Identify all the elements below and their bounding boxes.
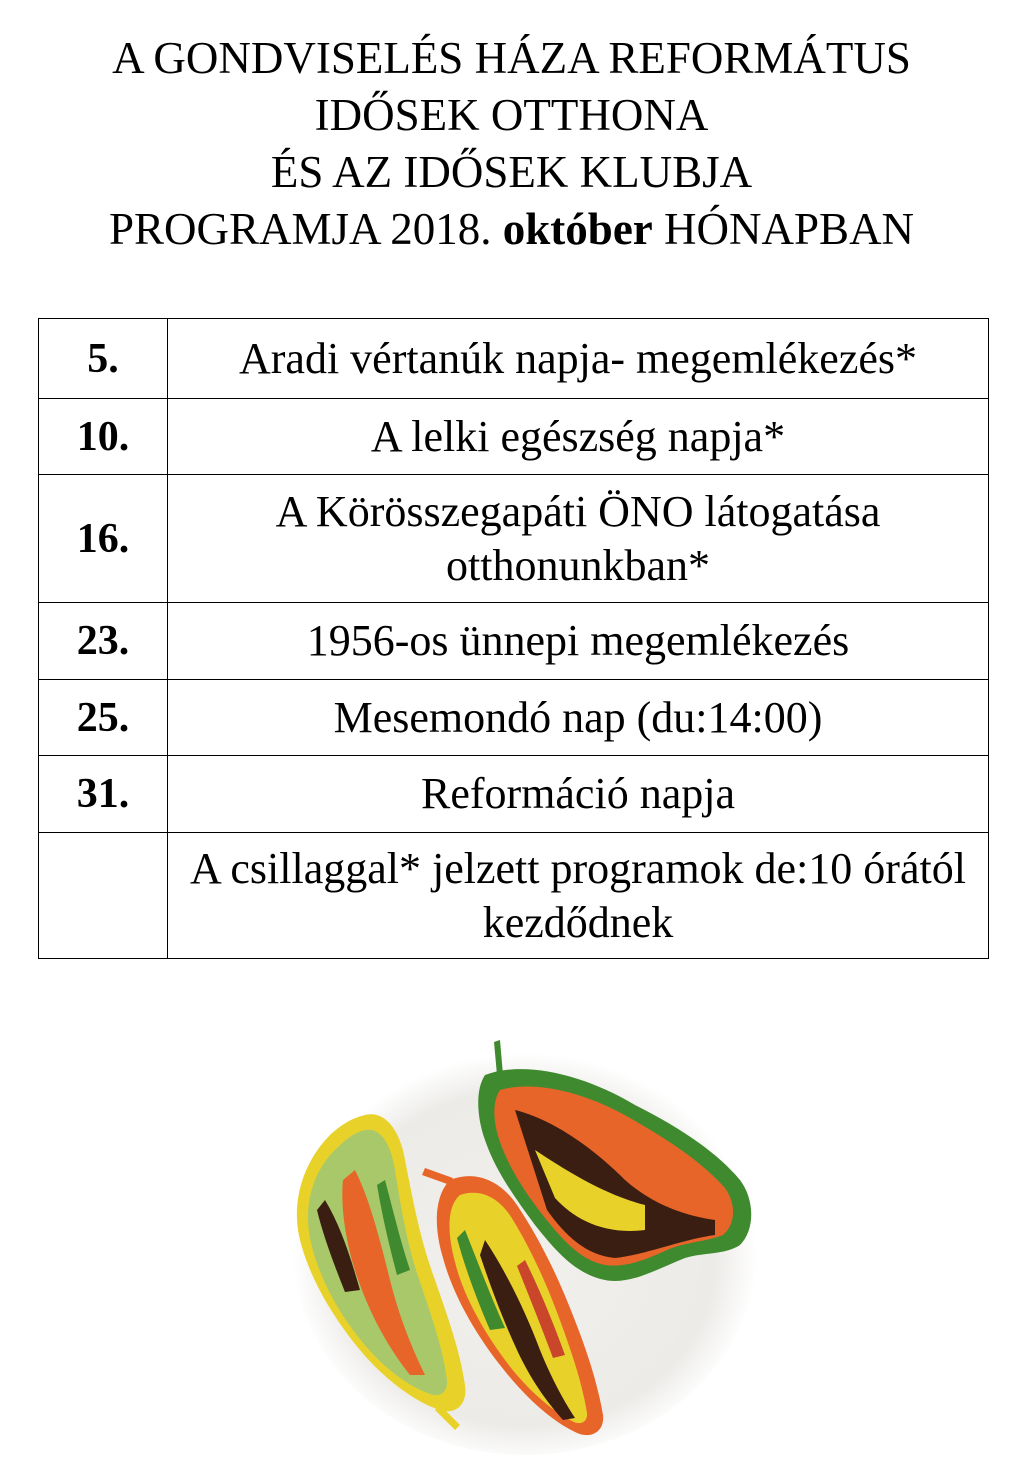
title-line-3: ÉS AZ IDŐSEK KLUBJA xyxy=(270,147,753,197)
event-cell: 1956-os ünnepi megemlékezés xyxy=(168,603,989,680)
title-month: október xyxy=(502,204,653,254)
title-line-4 xyxy=(0,201,1023,258)
table-row xyxy=(39,475,989,603)
day-cell: 25. xyxy=(39,680,168,756)
table-row xyxy=(39,399,989,475)
page-title xyxy=(0,30,1023,258)
event-cell: A lelki egészség napja* xyxy=(168,399,989,475)
table-row xyxy=(39,833,989,959)
title-year: PROGRAMJA 2018. xyxy=(108,204,492,254)
table-row xyxy=(39,756,989,833)
day-cell: 5. xyxy=(39,319,168,399)
note-cell: A csillaggal* jelzett programok de:10 órától kezdődnek xyxy=(168,833,989,959)
table-row xyxy=(39,680,989,756)
event-cell: A Körösszegapáti ÖNO látogatása otthonunkban* xyxy=(168,475,989,603)
leaves-icon xyxy=(285,1030,765,1460)
program-table xyxy=(38,318,989,959)
day-cell xyxy=(39,833,168,959)
event-cell: Reformáció napja xyxy=(168,756,989,833)
day-cell: 23. xyxy=(39,603,168,680)
day-cell: 16. xyxy=(39,475,168,603)
event-cell: Aradi vértanúk napja- megemlékezés* xyxy=(168,319,989,399)
title-line-2: IDŐSEK OTTHONA xyxy=(314,90,709,140)
day-cell: 10. xyxy=(39,399,168,475)
day-cell: 31. xyxy=(39,756,168,833)
table-row xyxy=(39,319,989,399)
autumn-leaves-illustration xyxy=(285,1030,765,1460)
title-line-1: A GONDVISELÉS HÁZA REFORMÁTUS xyxy=(112,33,911,83)
title-suffix: HÓNAPBAN xyxy=(664,204,915,254)
table-row xyxy=(39,603,989,680)
event-cell: Mesemondó nap (du:14:00) xyxy=(168,680,989,756)
